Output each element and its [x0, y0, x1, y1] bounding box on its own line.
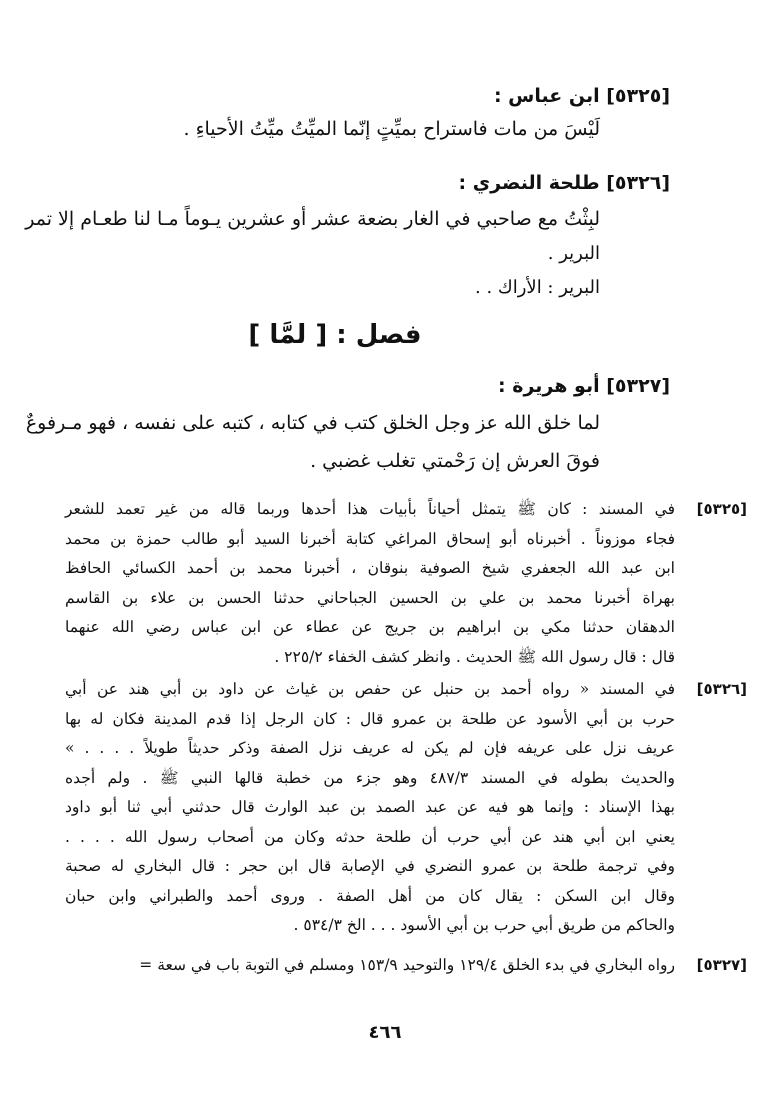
entry-text-line: فوقَ العرش إن رَحْمتي تغلب غضبي .	[310, 450, 600, 472]
footnote-line: الدهقان حدثنا مكي بن ابراهيم بن جريج عن عطاء عن ابن عباس رضي الله عنهما	[65, 618, 675, 636]
entry-note-line: البرير : الأراك . .	[475, 277, 600, 298]
entry-narrator: ابن عباس :	[493, 85, 600, 107]
footnote-line: والحاكم من طريق أبي حرب بن أبي الأسود . . . الخ ٥٣٤/٣ .	[293, 916, 675, 934]
entry-number: [٥٣٢٦]	[606, 172, 670, 194]
footnote	[65, 495, 747, 672]
entry-heading	[90, 172, 670, 194]
footnote-line: فجاء موزوناً . أخبرناه أبو إسحاق المراغي كتابة أخبرنا السيد أبو طالب حمزة بن محمد	[65, 529, 675, 548]
footnote-line: والحديث بطوله في المسند ٤٨٧/٣ وهو جزء من خطبة قالها النبي ﷺ . ولم أجده	[65, 768, 675, 787]
entry-narrator: طلحة النضري :	[458, 172, 600, 194]
footnote-line: قال : قال رسول الله ﷺ الحديث . وانظر كشف الخفاء ٢٢٥/٢ .	[274, 647, 675, 666]
entry-narrator: أبو هريرة :	[498, 375, 600, 397]
footnote-line: وقال ابن السكن : يقال كان من أهل الصفة . وروى أحمد والطبراني وابن حبان	[65, 886, 675, 905]
entry-heading	[90, 85, 670, 107]
footnote-line: عريف نزل على عريفه فإن لم يكن له عريف نزل الصفة وذكر حديثاً طويلاً . . . . »	[65, 739, 675, 757]
entry-number: [٥٣٢٥]	[606, 85, 670, 107]
footnote-line: بهراة أخبرنا محمد بن علي بن الحسين الجباحاني حدثنا الحسن بن علاء بن القاسم	[65, 588, 675, 607]
footnote-line: في المسند : كان ﷺ يتمثل أحياناً بأبيات هذا أحدها وربما قاله من غير تعمد للشعر	[65, 500, 675, 518]
footnote	[65, 675, 747, 941]
entry-number: [٥٣٢٧]	[606, 375, 670, 397]
footnote	[65, 951, 747, 981]
footnote-line: حرب بن أبي الأسود عن طلحة بن عمرو قال : كان الرجل إذا قدم المدينة فكان له بها	[65, 709, 675, 728]
footnote-line: بهذا الإسناد : وإنما هو فيه عن عبد الصمد بن عبد الوارث قال حدثني أبي ثنا أبو داود	[65, 798, 675, 816]
entry-text-line: لما خلق الله عز وجل الخلق كتب في كتابه ، كتبه على نفسه ، فهو مـرفوعٌ	[25, 412, 600, 434]
section-title: فصل : [ لمَّا ]	[248, 320, 422, 350]
entry-heading	[90, 375, 670, 397]
entry-text-line: لَيْسَ من مات فاستراح بميِّتٍ إنّما الميِّتُ ميِّتُ الأحياءِ .	[183, 118, 600, 140]
footnote-line: ابن عبد الله الجعفري شيخ الصوفية بنوقان ، أخبرنا محمد بن أحمد الكسائي الحافظ	[65, 559, 675, 577]
footnote-line: في المسند « رواه أحمد بن حنبل عن حفص بن غياث عن داود بن أبي هند عن أبي	[65, 680, 675, 698]
footnote-line: رواه البخاري في بدء الخلق ١٢٩/٤ والتوحيد ١٥٣/٩ ومسلم في التوبة باب في سعة =	[139, 956, 675, 974]
footnote-line: وفي ترجمة طلحة بن عمرو النضري في الإصابة قال ابن حجر : قال البخاري له صحبة	[65, 857, 675, 875]
footnote-number: [٥٣٢٧]	[696, 956, 747, 974]
footnote-line: يعني ابن أبي هند عن أبي حرب أن طلحة حدثه وكان من أصحاب رسول الله . . . .	[65, 827, 675, 846]
entry-text-line: لبِثْتُ مع صاحبي في الغار بضعة عشر أو عشرين يـوماً مـا لنا طعـام إلا تمر	[25, 208, 600, 230]
entry-text-line: البرير .	[547, 243, 600, 264]
footnote-number: [٥٣٢٥]	[696, 500, 747, 518]
page-number: ٤٦٦	[368, 1022, 402, 1043]
footnote-number: [٥٣٢٦]	[696, 680, 747, 698]
